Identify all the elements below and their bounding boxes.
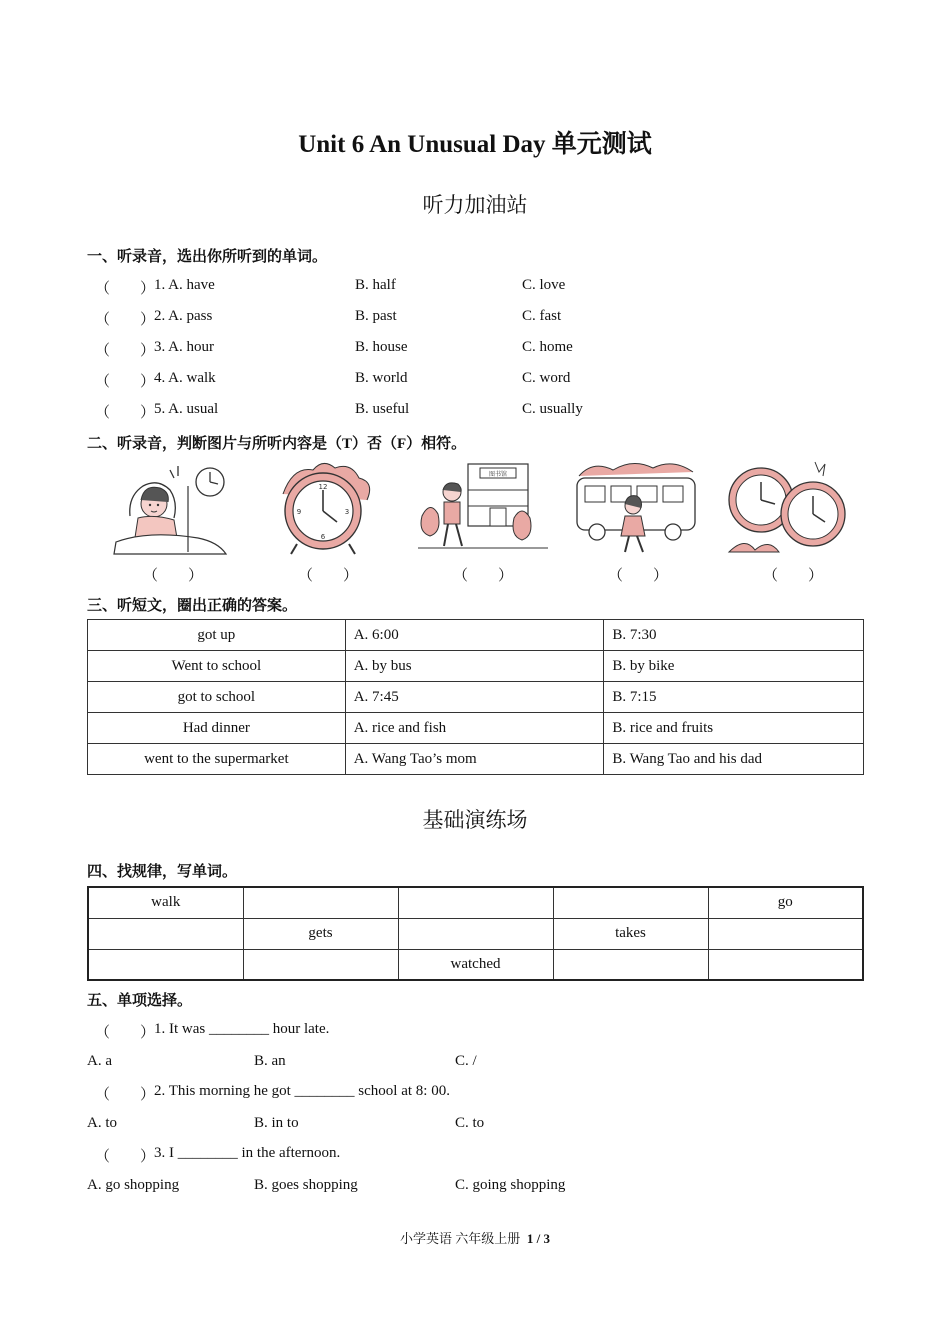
option-a: 5. A. usual xyxy=(154,401,219,417)
option-a: A. go shopping xyxy=(87,1177,180,1193)
option-b: B. house xyxy=(355,339,408,355)
option-a: 1. A. have xyxy=(154,277,215,293)
table-cell[interactable]: walk xyxy=(88,887,243,918)
section1-heading: 一、听录音，选出你所听到的单词。 xyxy=(87,249,328,265)
answer-paren[interactable]: （ ） xyxy=(95,1025,156,1041)
answer-paren[interactable]: （ ） xyxy=(95,281,156,297)
svg-text:9: 9 xyxy=(296,508,302,516)
table-cell: got to school xyxy=(88,682,346,713)
word-pattern-table xyxy=(87,886,864,981)
option-b: B. world xyxy=(355,370,408,386)
table-cell: got up xyxy=(88,620,346,651)
question-text: 1. It was ________ hour late. xyxy=(154,1021,330,1037)
table-cell[interactable] xyxy=(708,949,863,980)
option-b: B. half xyxy=(355,277,396,293)
table-cell-option-a[interactable]: A. rice and fish xyxy=(345,713,604,744)
svg-text:3: 3 xyxy=(344,508,350,516)
option-b: B. useful xyxy=(355,401,410,417)
answer-paren[interactable]: （ ） xyxy=(95,1149,156,1165)
table-row xyxy=(88,949,863,980)
boy-walking-to-library-icon xyxy=(418,456,548,558)
table-row xyxy=(88,651,864,682)
table-cell[interactable] xyxy=(398,918,553,949)
s5-options-2 xyxy=(87,1115,867,1137)
table-cell-option-a[interactable]: A. 7:45 xyxy=(345,682,604,713)
table-cell[interactable] xyxy=(553,949,708,980)
option-c: C. love xyxy=(522,277,566,293)
table-cell: went to the supermarket xyxy=(88,744,346,775)
s5-question-2 xyxy=(87,1083,867,1105)
answer-paren[interactable]: （ ） xyxy=(95,343,156,359)
option-b: B. an xyxy=(254,1053,286,1069)
s1-item-1 xyxy=(87,277,867,299)
option-b: B. in to xyxy=(254,1115,299,1131)
option-c: C. usually xyxy=(522,401,583,417)
option-b: B. past xyxy=(355,308,397,324)
page-total: 3 xyxy=(543,1231,550,1246)
s5-options-1 xyxy=(87,1053,867,1075)
page-number: 1 xyxy=(526,1231,534,1246)
option-c: C. going shopping xyxy=(455,1177,566,1193)
option-a: A. to xyxy=(87,1115,117,1131)
s5-question-1 xyxy=(87,1021,867,1043)
option-a: 3. A. hour xyxy=(154,339,214,355)
section3-heading: 三、听短文，圈出正确的答案。 xyxy=(87,598,298,614)
table-row xyxy=(88,620,864,651)
table-cell[interactable] xyxy=(553,887,708,918)
section4-heading: 四、找规律，写单词。 xyxy=(87,864,238,880)
picture-1-paren[interactable]: （ ） xyxy=(142,568,203,584)
page-footer xyxy=(0,1228,950,1247)
option-c: C. to xyxy=(455,1115,485,1131)
page-separator: / xyxy=(536,1231,541,1246)
picture-3-paren[interactable]: （ ） xyxy=(452,568,513,584)
section5-heading: 五、单项选择。 xyxy=(87,993,193,1009)
answer-paren[interactable]: （ ） xyxy=(95,405,156,421)
two-clocks-icon xyxy=(725,456,855,558)
svg-text:6: 6 xyxy=(320,533,326,541)
option-c: C. word xyxy=(522,370,571,386)
listening-answer-table xyxy=(87,619,864,775)
table-cell-option-a[interactable]: A. Wang Tao’s mom xyxy=(345,744,604,775)
table-row xyxy=(88,918,863,949)
table-cell[interactable]: go xyxy=(708,887,863,918)
table-row xyxy=(88,887,863,918)
table-cell[interactable]: takes xyxy=(553,918,708,949)
option-c: C. fast xyxy=(522,308,562,324)
part2-title: 基础演练场 xyxy=(422,808,528,832)
table-cell[interactable] xyxy=(243,887,398,918)
option-a: 2. A. pass xyxy=(154,308,213,324)
svg-text:12: 12 xyxy=(318,483,328,491)
section2-heading: 二、听录音，判断图片与所听内容是（T）否（F）相符。 xyxy=(87,436,467,452)
table-cell[interactable] xyxy=(708,918,863,949)
option-c: C. / xyxy=(455,1053,477,1069)
girl-waking-up-with-clock-icon xyxy=(108,456,238,558)
s1-item-5 xyxy=(87,401,867,423)
table-cell[interactable] xyxy=(398,887,553,918)
table-cell[interactable] xyxy=(88,949,243,980)
table-cell-option-a[interactable]: A. 6:00 xyxy=(345,620,604,651)
option-a: 4. A. walk xyxy=(154,370,216,386)
table-cell[interactable] xyxy=(88,918,243,949)
alarm-clock-icon xyxy=(263,456,393,558)
table-row xyxy=(88,744,864,775)
question-text: 2. This morning he got ________ school at 8: 00. xyxy=(154,1083,450,1099)
s1-item-3 xyxy=(87,339,867,361)
answer-paren[interactable]: （ ） xyxy=(95,312,156,328)
option-c: C. home xyxy=(522,339,573,355)
table-cell-option-b[interactable]: B. rice and fruits xyxy=(604,713,864,744)
picture-row xyxy=(100,456,860,586)
table-cell-option-b[interactable]: B. by bike xyxy=(604,651,864,682)
s5-question-3 xyxy=(87,1145,867,1167)
table-cell-option-b[interactable]: B. 7:15 xyxy=(604,682,864,713)
library-sign: 图书馆 xyxy=(488,471,508,478)
table-cell[interactable] xyxy=(243,949,398,980)
table-cell-option-a[interactable]: A. by bus xyxy=(345,651,604,682)
option-a: A. a xyxy=(87,1053,112,1069)
table-cell-option-b[interactable]: B. Wang Tao and his dad xyxy=(604,744,864,775)
option-b: B. goes shopping xyxy=(254,1177,358,1193)
picture-5-paren[interactable]: （ ） xyxy=(762,568,823,584)
s1-item-4 xyxy=(87,370,867,392)
table-cell: Went to school xyxy=(88,651,346,682)
table-cell: Had dinner xyxy=(88,713,346,744)
page-title: Unit 6 An Unusual Day 单元测试 xyxy=(298,131,652,158)
table-cell[interactable]: watched xyxy=(398,949,553,980)
table-row xyxy=(88,682,864,713)
part1-title: 听力加油站 xyxy=(422,193,528,217)
s5-options-3 xyxy=(87,1177,867,1199)
answer-paren[interactable]: （ ） xyxy=(95,1087,156,1103)
s1-item-2 xyxy=(87,308,867,330)
footer-text: 小学英语 六年级上册 xyxy=(400,1231,521,1246)
table-cell-option-b[interactable]: B. 7:30 xyxy=(604,620,864,651)
picture-2-paren[interactable]: （ ） xyxy=(297,568,358,584)
table-row xyxy=(88,713,864,744)
question-text: 3. I ________ in the afternoon. xyxy=(154,1145,341,1161)
answer-paren[interactable]: （ ） xyxy=(95,374,156,390)
picture-4-paren[interactable]: （ ） xyxy=(607,568,668,584)
table-cell[interactable]: gets xyxy=(243,918,398,949)
girl-getting-off-bus-icon xyxy=(573,456,703,558)
